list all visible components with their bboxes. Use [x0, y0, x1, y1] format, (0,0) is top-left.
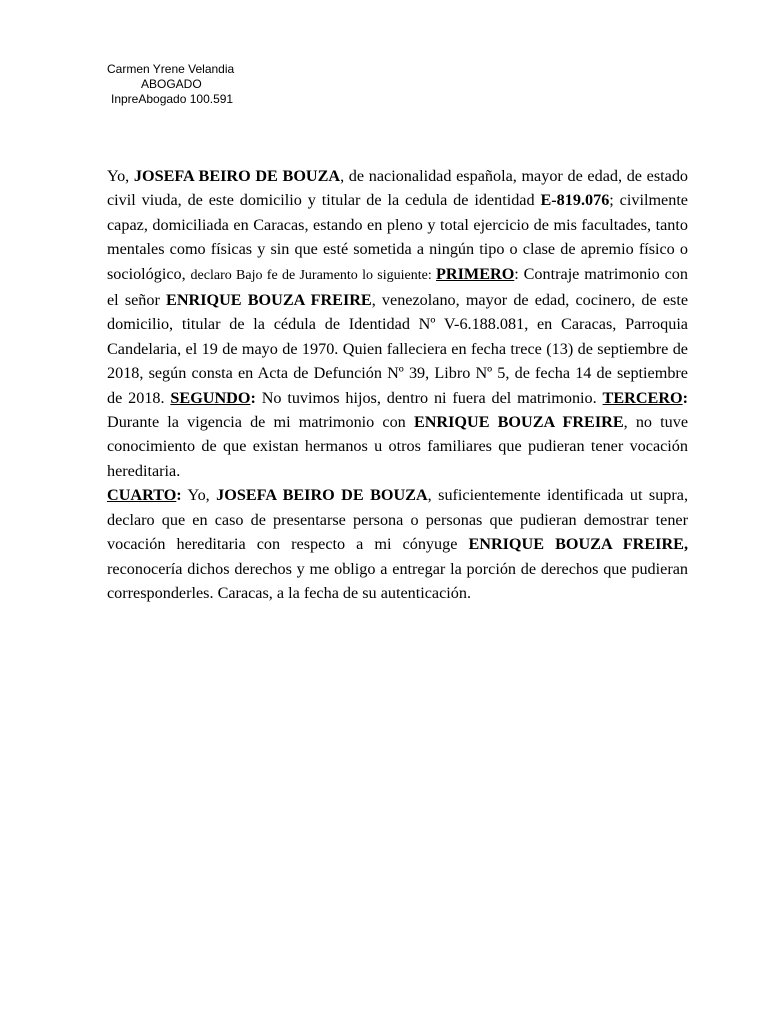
text-segment: reconocería dichos derechos y me obligo a entregar la porción de derechos que pudieran corresponderles. Caracas, a la fecha de su autenticación. — [107, 559, 688, 602]
text-segment: , de nacionalidad española, mayor de edad, de estado civil viuda, de este domicilio y titular de la cedula de identidad — [107, 167, 689, 210]
declaration-paragraph-1 — [107, 164, 688, 483]
text-segment-small: declaro Bajo fe de Juramento lo siguiente: — [190, 267, 437, 283]
spouse-name: ENRIQUE BOUZA FREIRE — [166, 291, 372, 310]
spouse-name: ENRIQUE BOUZA FREIRE — [413, 413, 624, 432]
declarant-name: JOSEFA BEIRO DE BOUZA — [133, 167, 341, 185]
clause-colon: : — [250, 388, 256, 407]
lawyer-registry: InpreAbogado 100.591 — [111, 92, 234, 106]
text-segment: Durante la vigencia de mi matrimonio con — [107, 413, 414, 432]
letterhead — [105, 62, 265, 107]
clause-tercero: TERCERO — [602, 388, 683, 407]
declaration-paragraph-2 — [107, 483, 688, 605]
text-segment: , suficientemente identificada ut supra, declaro que en caso de presentarse persona o personas que pudieran demostrar tener vocación hereditaria con respecto a mi cónyuge — [107, 486, 689, 554]
declarant-id: E-819.076 — [540, 191, 610, 210]
clause-colon: : — [682, 388, 688, 407]
text-segment: No tuvimos hijos, dentro ni fuera del matrimonio. — [255, 388, 603, 407]
clause-cuarto: CUARTO — [107, 486, 177, 505]
clause-segundo: SEGUNDO — [170, 388, 251, 407]
spouse-name: ENRIQUE BOUZA FREIRE, — [468, 535, 689, 554]
text-segment: , no tuve conocimiento de que existan hermanos u otros familiares que pudieran tener vocación hereditaria. — [107, 413, 689, 480]
text-segment: Yo, — [107, 167, 134, 185]
clause-primero: PRIMERO — [436, 264, 515, 283]
clause-colon: : — [176, 486, 182, 505]
lawyer-name: Carmen Yrene Velandia — [107, 62, 235, 76]
declarant-name: JOSEFA BEIRO DE BOUZA — [216, 486, 428, 505]
sworn-declaration — [107, 164, 688, 605]
lawyer-title: ABOGADO — [141, 77, 202, 91]
text-segment: Yo, — [181, 486, 217, 505]
text-segment: ; civilmente capaz, domiciliada en Caracas, estando en pleno y total ejercicio de mis facultades, tanto mentales como físicas y sin que esté sometida a ningún tipo o clase de apremio físico o sociológico, — [107, 191, 688, 283]
text-segment: : Contraje matrimonio con el señor — [107, 264, 688, 310]
text-segment: , venezolano, mayor de edad, cocinero, de este domicilio, titular de la cédula de Identidad Nº V-6.188.081, en Caracas, Parroquia Candelaria, el 19 de mayo de 1970. Quien falleciera en fecha trece (13) de septiembre de 2018, según consta en Acta de Defunción Nº 39, Libro Nº 5, de fecha 14 de septiembre de 2018. — [107, 291, 688, 407]
